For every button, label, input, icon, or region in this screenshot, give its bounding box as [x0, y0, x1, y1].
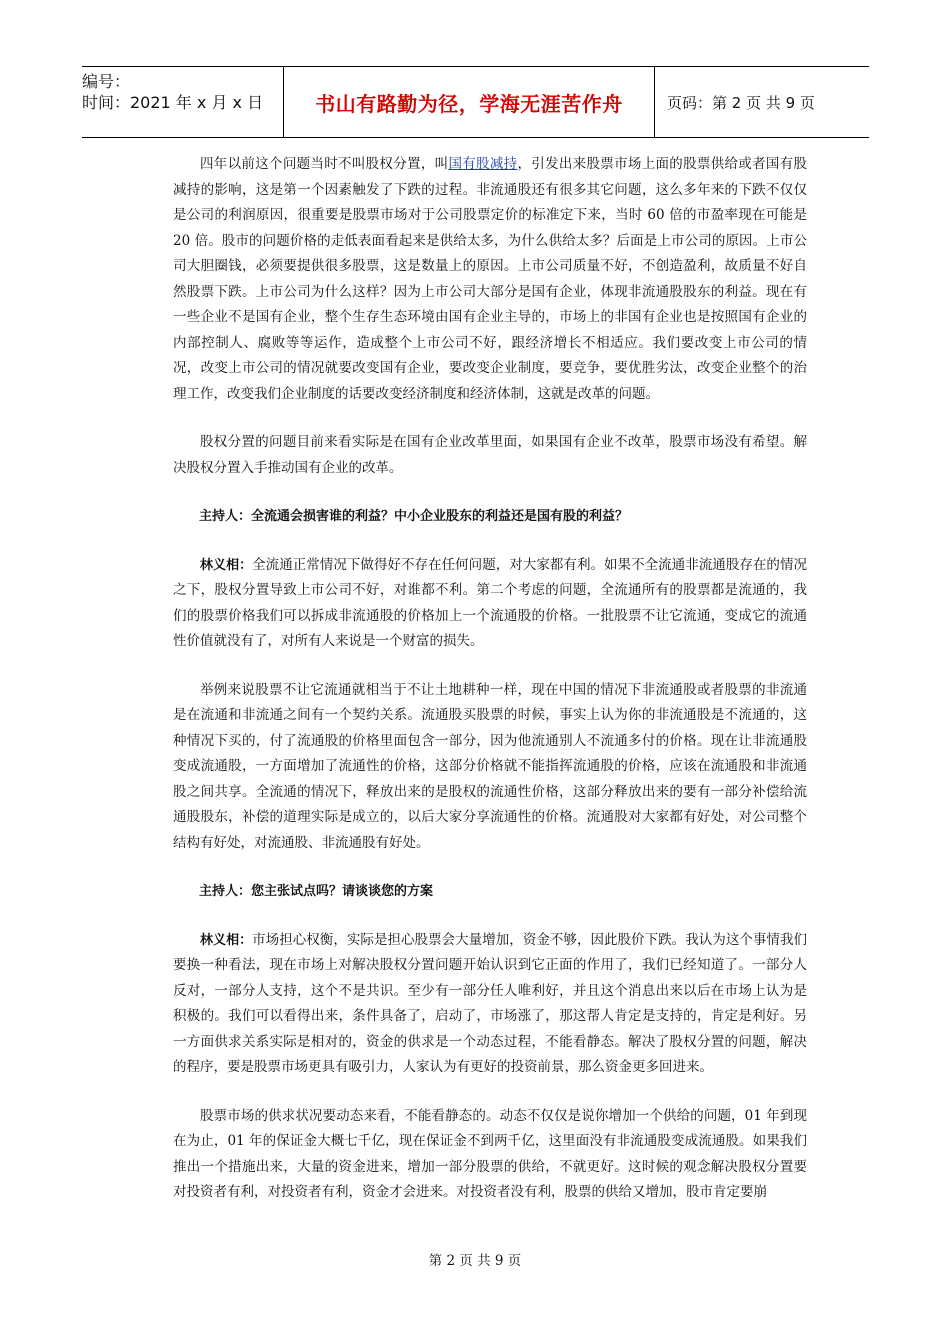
- paragraph-1-post: ，引发出来股票市场上面的股票供给或者国有股减持的影响，这是第一个因素触发了下跌的过程。非流通股还有很多其它问题，这么多年来的下跌不仅仅是公司的利润原因，很重要是股票市场对于公司股票定价的标准定下来，当时 60 倍的市盈率现在可能是 20 倍。股市的问题价格的走低表面看起来是供给太多，为什么供给太多？后面是上市公司的原因。上市公司大胆圈钱，必须要提供很多股票，这是数量上的原因。上市公司质量不好，不创造盈利，故质量不好自然股票下跌。上市公司为什么这样？因为上市公司大部分是国有企业，体现非流通股股东的利益。现在有一些企业不是国有企业，整个生存生态环境由国有企业主导的，市场上的非国有企业也是按照国有企业的内部控制人、腐败等等运作，造成整个上市公司不好，跟经济增长不相适应。我们要改变上市公司的情况，改变上市公司的情况就要改变国有企业，要改变企业制度，要竞争，要优胜劣汰，改变企业整个的治理工作，改变我们企业制度的话要改变经济制度和经济体制，这就是改革的问题。: [173, 156, 808, 402]
- speaker-label: 林义相：: [200, 932, 253, 948]
- document-date-label: 时间：2021 年 x 月 x 日: [82, 93, 264, 112]
- host-question-2: 主持人：您主张试点吗？请谈谈您的方案: [199, 884, 434, 899]
- answer-1-text: 全流通正常情况下做得好不存在任何问题，对大家都有利。如果不全流通非流通股存在的情况之下，股权分置导致上市公司不好，对谁都不利。第二个考虑的问题，全流通所有的股票都是流通的，我们的股票价格我们可以拆成非流通股的价格加上一个流通股的价格。一批股票不让它流通，变成它的流通性价值就没有了，对所有人来说是一个财富的损失。: [173, 556, 807, 649]
- header-motto: 书山有路勤为径，学海无涯苦作舟: [284, 67, 655, 137]
- page-footer: 第 2 页 共 9 页: [428, 1253, 522, 1269]
- document-body: [173, 152, 807, 1229]
- document-number-label: 编号：: [82, 72, 131, 91]
- host-question-1: 主持人：全流通会损害谁的利益？中小企业股东的利益还是国有股的利益？: [199, 509, 629, 524]
- header-meta: [82, 67, 284, 137]
- paragraph-1: [173, 152, 807, 407]
- paragraph-4: 股票市场的供求状况要动态来看，不能看静态的。动态不仅仅是说你增加一个供给的问题，01 年到现在为止，01 年的保证金大概七千亿，现在保证金不到两千亿，这里面没有非流通股变成流通股。如果我们推出一个措施出来，大量的资金进来，增加一部分股票的供给，不就更好。这时候的观念解决股权分置要对投资者有利，对投资者有利，资金才会进来。对投资者没有利，股票的供给又增加，股市肯定要崩: [173, 1107, 807, 1200]
- answer-2-text: 市场担心权衡，实际是担心股票会大量增加，资金不够，因此股价下跌。我认为这个事情我们要换一种看法，现在市场上对解决股权分置问题开始认识到它正面的作用了，我们已经知道了。一部分人反对，一部分人支持，这个不是共识。至少有一部分任人唯利好，并且这个消息出来以后在市场上认为是积极的。我们可以看得出来，条件具备了，启动了，市场涨了，那这帮人肯定是支持的，肯定是利好。另一方面供求关系实际是相对的，资金的供求是一个动态过程，不能看静态。解决了股权分置的问题，解决的程序，要是股票市场更具有吸引力，人家认为有更好的投资前景，那么资金更多回进来。: [173, 931, 807, 1075]
- document-header: [82, 66, 869, 138]
- link-state-share-reduction[interactable]: 国有股减持: [448, 156, 518, 172]
- paragraph-2: 股权分置的问题目前来看实际是在国有企业改革里面，如果国有企业不改革，股票市场没有希望。解决股权分置入手推动国有企业的改革。: [173, 434, 807, 476]
- paragraph-1-pre: 四年以前这个问题当时不叫股权分置，叫: [200, 156, 449, 172]
- answer-2: [173, 928, 807, 1081]
- speaker-label: 林义相：: [200, 557, 253, 573]
- header-page-label: 页码：第 2 页 共 9 页: [667, 93, 815, 112]
- paragraph-3: 举例来说股票不让它流通就相当于不让土地耕种一样，现在中国的情况下非流通股或者股票的非流通是在流通和非流通之间有一个契约关系。流通股买股票的时候，事实上认为你的非流通股是不流通的，这种情况下买的，付了流通股的价格里面包含一部分，因为他流通别人不流通多付的价格。现在让非流通股变成流通股，一方面增加了流通性的价格，这部分价格就不能指挥流通股的价格，应该在流通股和非流通股之间共享。全流通的情况下，释放出来的是股权的流通性价格，这部分释放出来的要有一部分补偿给流通股股东，补偿的道理实际是成立的，以后大家分享流通性的价格。流通股对大家都有好处，对公司整个结构有好处，对流通股、非流通股有好处。: [173, 681, 807, 851]
- answer-1: [173, 553, 807, 655]
